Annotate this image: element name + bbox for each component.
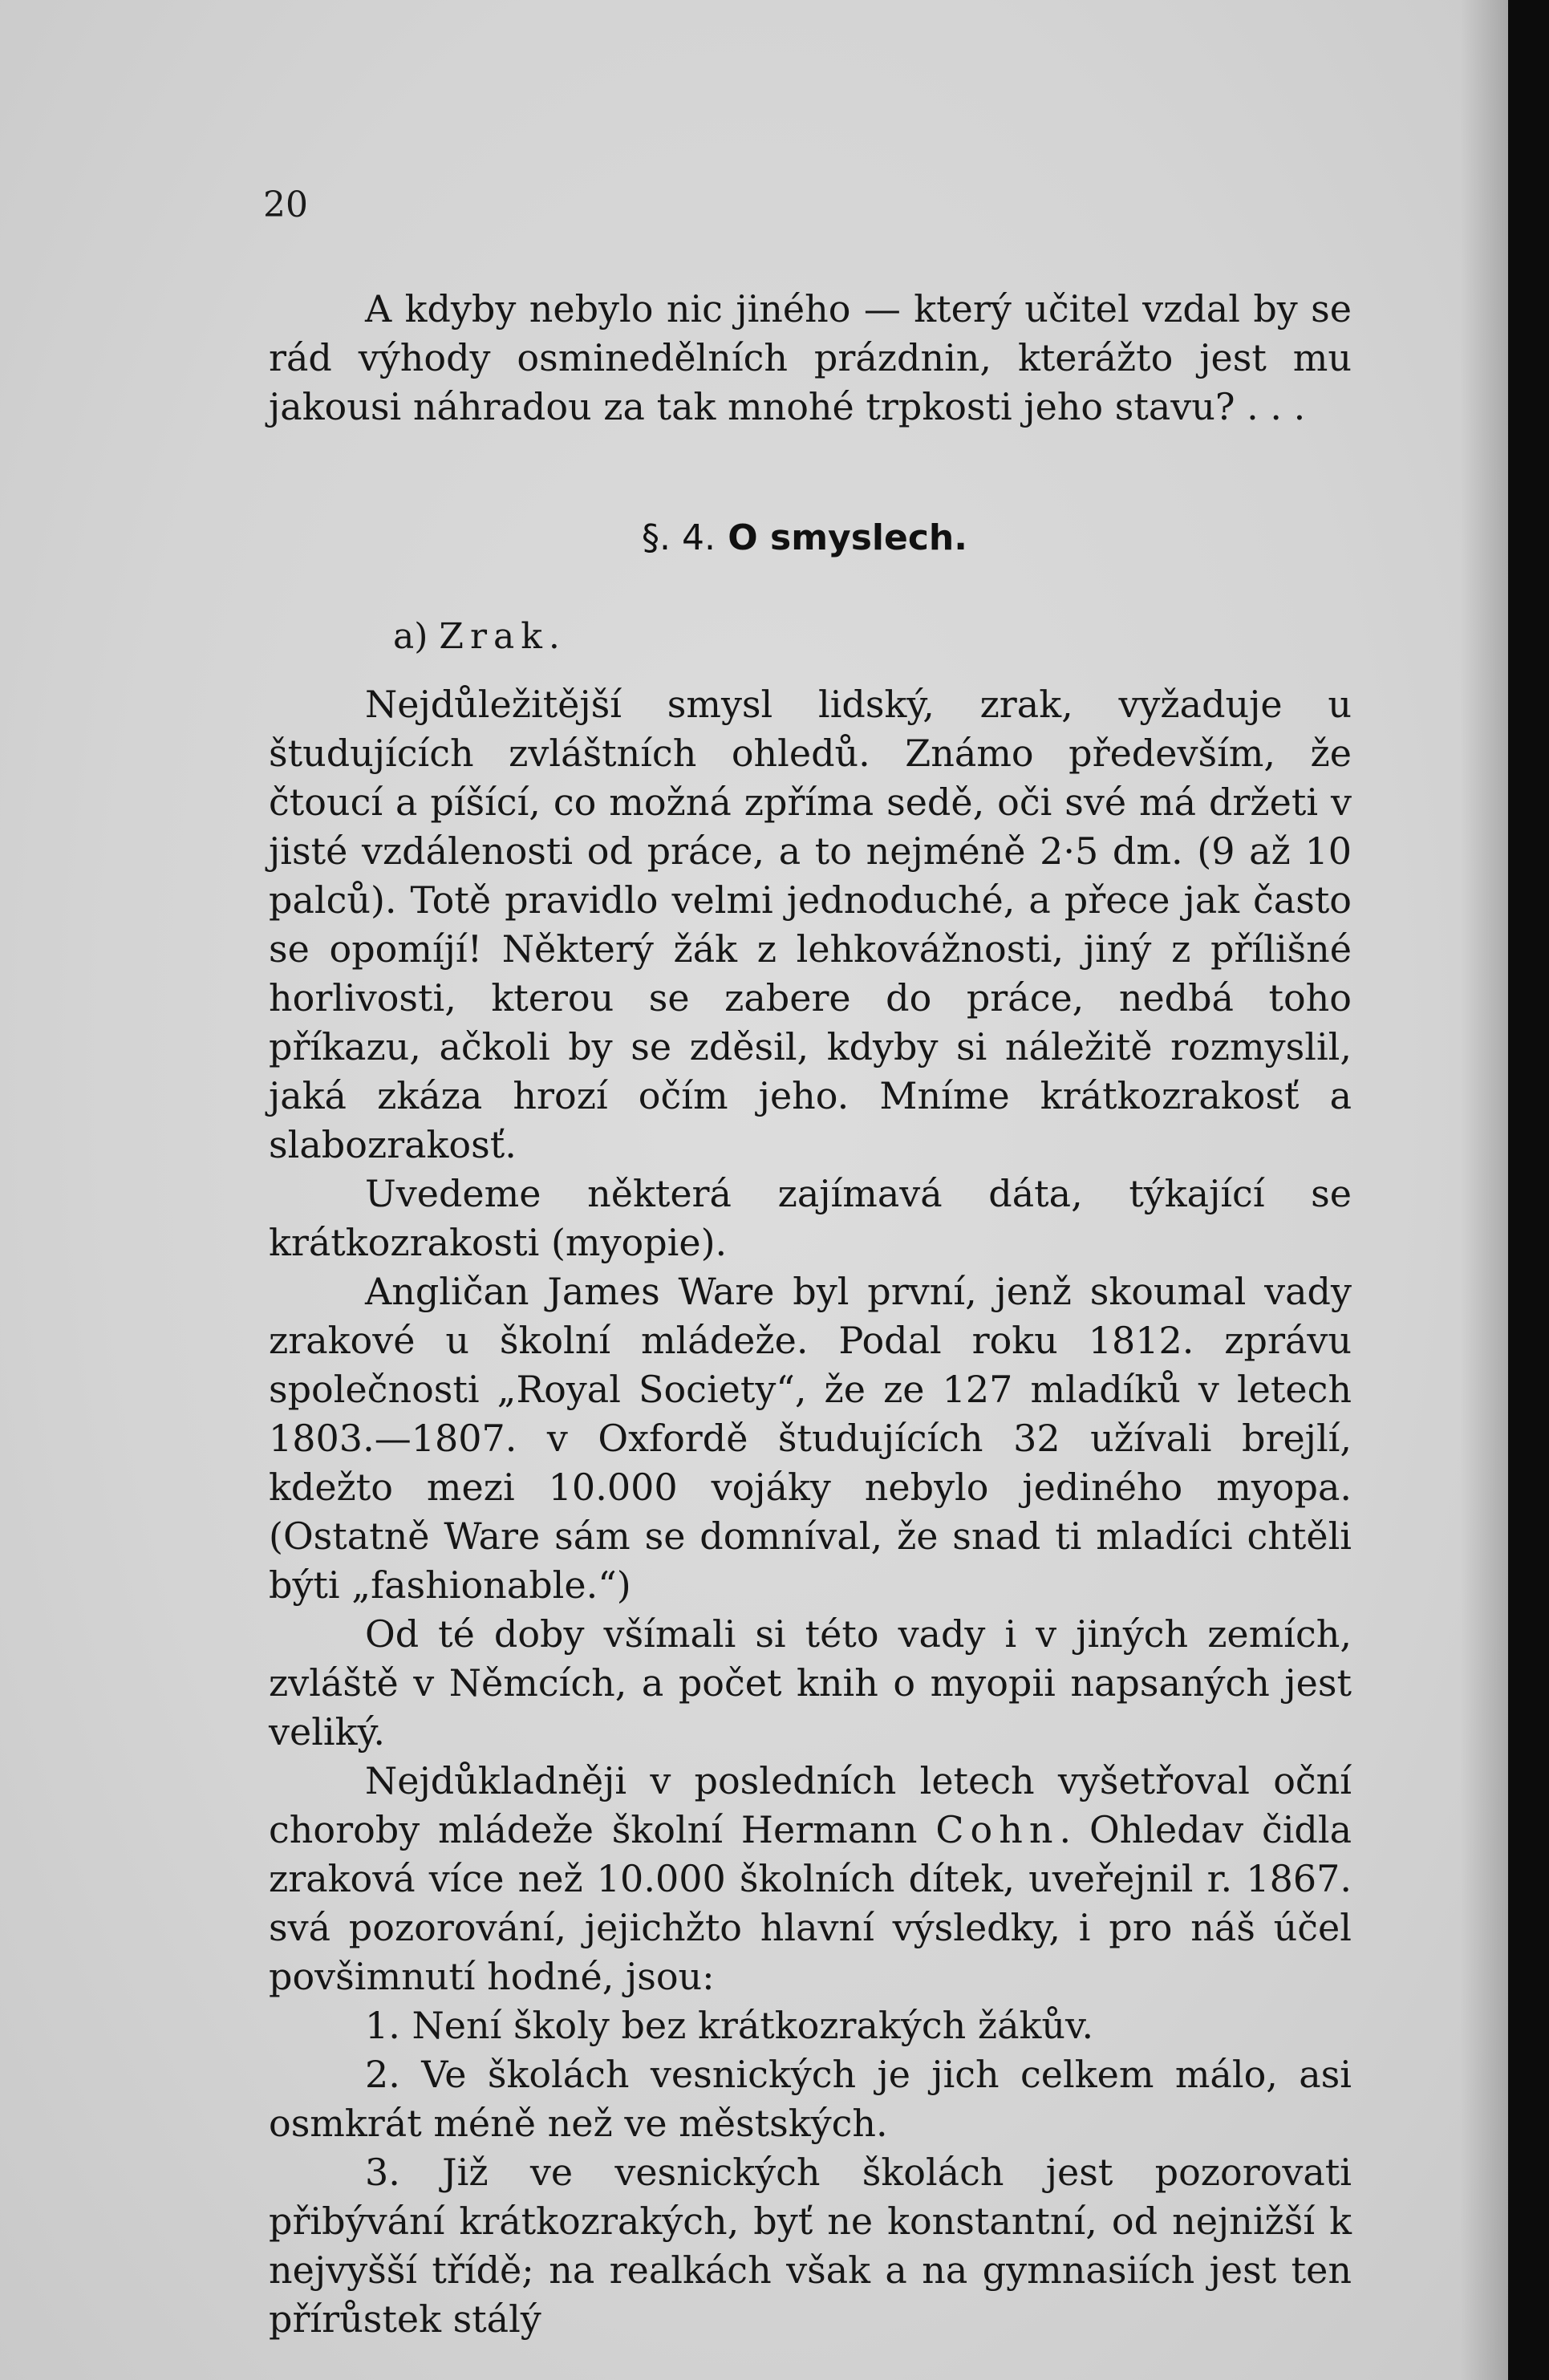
subsection-label: a) [393, 616, 428, 657]
body-text [269, 680, 1352, 2344]
section-heading [642, 517, 967, 558]
intro-paragraph: A kdyby nebylo nic jiného — který učitel vzdal by se rád výhody osminedělních prázdnin, kterážto jest mu jakousi náhradou za tak mnohé trpkosti jeho stavu? . . . [269, 287, 1352, 428]
cohn-text-after: . Ohledav čidla zraková více než 10.000 školních dítek, uveřejnil r. 1867. svá pozorování, jejichžto hlavní výsledky, i pro náš účel povšimnutí hodné, jsou: [269, 1808, 1352, 1998]
paragraph-myopia-data: Uvedeme některá zajímavá dáta, týkající se krátkozrakosti (myopie). [269, 1172, 1352, 1264]
section-title: O smyslech. [728, 517, 967, 558]
list-item: 3. Již ve vesnických školách jest pozorovati přibývání krátkozrakých, byť ne konstantní, od nejnižší k nejvyšší třídě; na realkách však a na gymnasiích jest ten přírůstek stálý [269, 2151, 1352, 2341]
page-number: 20 [263, 184, 308, 225]
section-number: §. 4. [642, 517, 716, 558]
subsection-title: Zrak. [439, 616, 566, 657]
subsection-heading [393, 616, 566, 657]
cohn-text-before: Nejdůkladněji v posledních letech vyšetřoval oční choroby mládeže školní Hermann [269, 1759, 1352, 1851]
list-item: 1. Není školy bez krátkozrakých žákův. [365, 2004, 1094, 2047]
list-item: 2. Ve školách vesnických je jich celkem málo, asi osmkrát méně než ve městských. [269, 2053, 1352, 2145]
paragraph-james-ware: Angličan James Ware byl první, jenž skoumal vady zrakové u školní mládeže. Podal roku 1812. zprávu společnosti „Royal Society“, že ze 127 mladíků v letech 1803.—1807. v Oxfordě študujících 32 užívali brejlí, kdežto mezi 10.000 vojáky nebylo jediného myopa. (Ostatně Ware sám se domníval, že snad ti mladíci chtěli býti „fashionable.“) [269, 1270, 1352, 1607]
intro-block [269, 285, 1352, 432]
page-edge-shadow [1460, 0, 1508, 2380]
cohn-name: Cohn [935, 1808, 1060, 1851]
paragraph-other-countries: Od té doby všímali si této vady i v jiných zemích, zvláště v Němcích, a počet knih o myopii napsaných jest veliký. [269, 1612, 1352, 1754]
paragraph-cohn [269, 1757, 1352, 2001]
paragraph-vision: Nejdůležitější smysl lidský, zrak, vyžaduje u študujících zvláštních ohledů. Známo především, že čtoucí a píšící, co možná zpříma sedě, oči své má držeti v jisté vzdálenosti od práce, a to nejméně 2·5 dm. (9 až 10 palců). Totě pravidlo velmi jednoduché, a přece jak často se opomíjí! Některý žák z lehkovážnosti, jiný z přílišné horlivosti, kterou se zabere do práce, nedbá toho příkazu, ačkoli by se zděsil, kdyby si náležitě rozmyslil, jaká zkáza hrozí očím jeho. Mníme krátkozrakosť a slabozrakosť. [269, 683, 1352, 1166]
